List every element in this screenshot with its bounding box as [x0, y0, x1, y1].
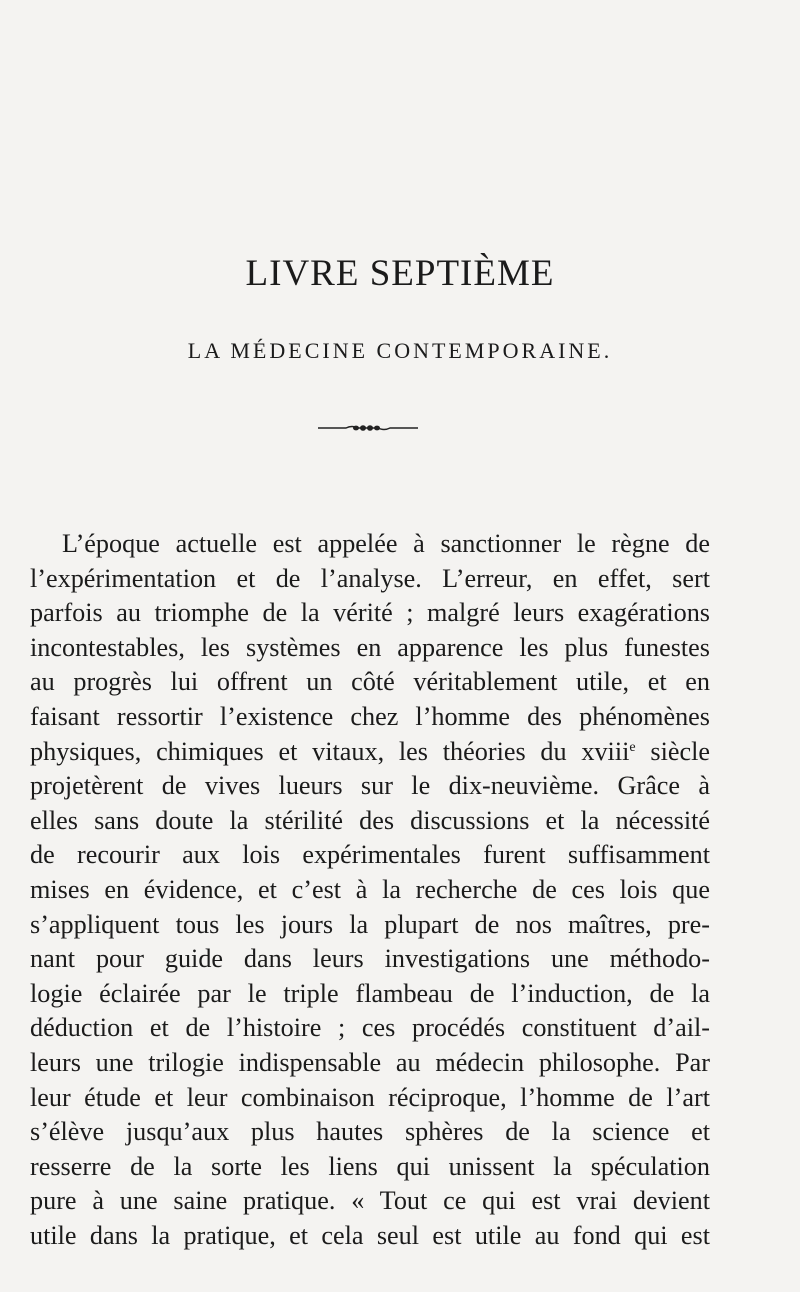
text-line: L’époque actuelle est appelée à sanctionner le règne de: [62, 529, 710, 558]
text-line: pure à une saine pratique. « Tout ce qui est vrai devient: [30, 1186, 710, 1216]
text-fragment: physiques, chimiques et vitaux, les théories du xviii: [30, 736, 630, 766]
text-line: elles sans doute la stérilité des discussions et la nécessité: [30, 805, 710, 835]
text-line: leur étude et leur combinaison réciproque, l’homme de l’art: [30, 1082, 710, 1112]
text-line: incontestables, les systèmes en apparence les plus funestes: [30, 632, 710, 662]
text-line: s’élève jusqu’aux plus hautes sphères de la science et: [30, 1117, 710, 1147]
text-line: resserre de la sorte les liens qui unissent la spéculation: [30, 1151, 710, 1181]
text-line: faisant ressortir l’existence chez l’homme des phénomènes: [30, 701, 710, 731]
text-line: projetèrent de vives lueurs sur le dix-neuvième. Grâce à: [30, 771, 710, 801]
chapter-title: LA MÉDECINE CONTEMPORAINE.: [187, 338, 613, 363]
text-line: leurs une trilogie indispensable au médecin philosophe. Par: [30, 1047, 710, 1077]
text-line: nant pour guide dans leurs investigations une méthodo-: [30, 944, 710, 974]
text-line: s’appliquent tous les jours la plupart de nos maîtres, pre-: [30, 909, 710, 939]
decorative-rule-icon: [318, 423, 418, 433]
text-line: l’expérimentation et de l’analyse. L’erreur, en effet, sert: [30, 563, 710, 593]
text-line: déduction et de l’histoire ; ces procédés constituent d’ail-: [30, 1013, 710, 1043]
text-line: de recourir aux lois expérimentales furent suffisamment: [30, 840, 710, 870]
body-paragraph: [30, 527, 710, 1253]
book-title: LIVRE SEPTIÈME: [245, 253, 555, 294]
text-line: logie éclairée par le triple flambeau de l’induction, de la: [30, 978, 710, 1008]
text-line: au progrès lui offrent un côté véritablement utile, et en: [30, 667, 710, 697]
text-line: parfois au triomphe de la vérité ; malgré leurs exagérations: [30, 598, 710, 628]
text-line: utile dans la pratique, et cela seul est utile au fond qui est: [30, 1220, 710, 1250]
text-line: mises en évidence, et c’est à la recherche de ces lois que: [30, 874, 710, 904]
text-line: [30, 735, 710, 770]
text-fragment: siècle: [635, 736, 710, 766]
superscript: e: [629, 739, 636, 755]
